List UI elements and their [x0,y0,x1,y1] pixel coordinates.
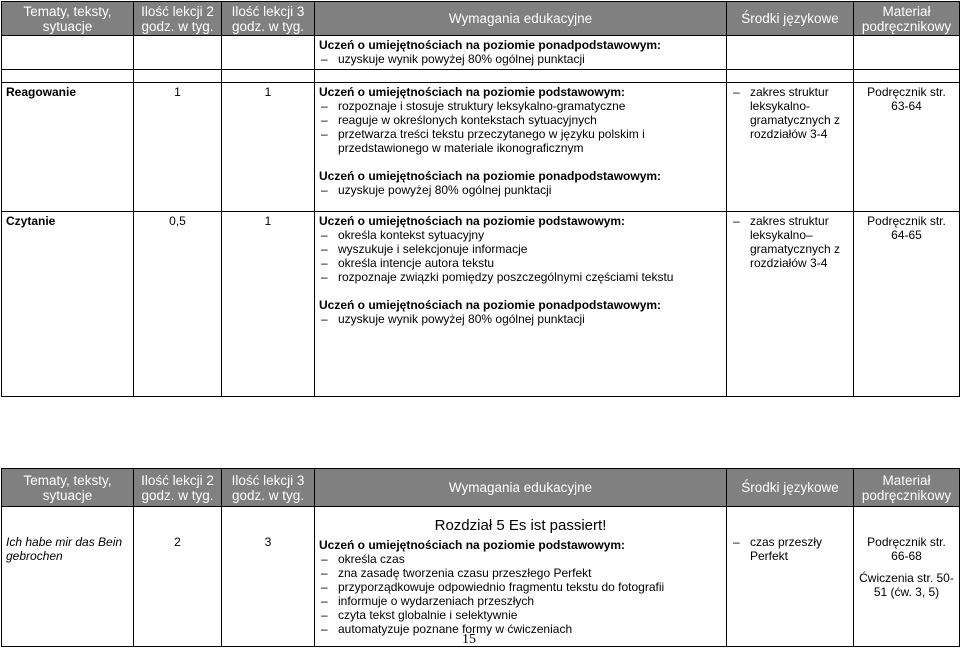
list-item: – określa czas [319,552,722,566]
hours-2-cell: 0,5 [134,212,222,397]
level-heading: Uczeń o umiejętnościach na poziomie ponadpodstawowym: [319,169,662,183]
requirements-list [319,99,722,155]
level-heading: Uczeń o umiejętnościach na poziomie podstawowym: [319,538,626,552]
list-item: – wyszukuje i selekcjonuje informacje [319,242,722,256]
list-item: – czas przeszły Perfekt [731,535,849,563]
material-cell: Podręcznik str. 63-64 [854,83,960,212]
header-language: Środki językowe [727,469,854,507]
requirements-cell [315,83,727,212]
list-item: – zakres struktur leksykalno-gramatycznych z rozdziałów 3-4 [731,85,849,141]
material-workbook: Ćwiczenia str. 50-51 (ćw. 3, 5) [859,571,954,599]
header-language: Środki językowe [727,2,854,36]
header-hours-2: Ilość lekcji 2 godz. w tyg. [134,2,222,36]
list-item: – zakres struktur leksykalno– gramatycznych z rozdziałów 3-4 [731,214,849,270]
requirements-cell [315,212,727,397]
curriculum-table-1 [1,1,960,397]
material-textbook: Podręcznik str. 66-68 [867,535,946,563]
requirements-cell [315,36,727,70]
list-item: – informuje o wydarzeniach przeszłych [319,594,722,608]
requirements-list [319,183,722,197]
list-item: – przetwarza treści tekstu przeczytanego w języku polskim i przedstawionego w materiale ikonograficznym [319,127,722,155]
header-hours-3: Ilość lekcji 3 godz. w tyg. [222,469,315,507]
header-topics: Tematy, teksty, sytuacje [2,2,134,36]
table-header-row [2,469,960,507]
header-hours-2: Ilość lekcji 2 godz. w tyg. [134,469,222,507]
requirements-list [319,312,722,326]
list-item: – czyta tekst globalnie i selektywnie [319,608,722,622]
language-cell [727,212,854,397]
header-requirements: Wymagania edukacyjne [315,469,727,507]
header-requirements: Wymagania edukacyjne [315,2,727,36]
list-item: – uzyskuje powyżej 80% ogólnej punktacji [319,183,722,197]
table-row [2,83,960,212]
list-item: – określa kontekst sytuacyjny [319,228,722,242]
hours-2-cell: 1 [134,83,222,212]
list-item: – przyporządkowuje odpowiednio fragmentu tekstu do fotografii [319,580,722,594]
list-item: – zna zasadę tworzenia czasu przeszłego Perfekt [319,566,722,580]
material-cell: Podręcznik str. 64-65 [854,212,960,397]
topic-cell: Ich habe mir das Bein gebrochen [2,507,134,647]
list-item: – uzyskuje wynik powyżej 80% ogólnej punktacji [319,312,722,326]
table-row [2,36,960,70]
material-cell [854,507,960,647]
list-item: – reaguje w określonych kontekstach sytuacyjnych [319,113,722,127]
language-cell [727,507,854,647]
hours-2-cell: 2 [134,507,222,647]
header-material: Materiał podręcznikowy [854,469,960,507]
table-row [2,212,960,397]
topic-cell: Reagowanie [2,83,134,212]
hours-3-cell: 3 [222,507,315,647]
chapter-title: Rozdział 5 Es ist passiert! [434,517,607,534]
page-number: 15 [462,632,476,647]
requirements-list [319,552,722,636]
header-hours-3: Ilość lekcji 3 godz. w tyg. [222,2,315,36]
topic-cell: Czytanie [2,212,134,397]
level-heading: Uczeń o umiejętnościach na poziomie ponadpodstawowym: [319,298,662,312]
hours-3-cell: 1 [222,83,315,212]
list-item: – uzyskuje wynik powyżej 80% ogólnej punktacji [319,52,722,66]
list-item: – określa intencje autora tekstu [319,256,722,270]
header-topics: Tematy, teksty, sytuacje [2,469,134,507]
level-heading: Uczeń o umiejętnościach na poziomie podstawowym: [319,85,626,99]
header-material: Materiał podręcznikowy [854,2,960,36]
level-heading: Uczeń o umiejętnościach na poziomie ponadpodstawowym: [319,38,662,52]
requirements-list [319,228,722,284]
curriculum-table-2 [1,468,960,647]
table-row [2,507,960,647]
table-header-row [2,2,960,36]
requirements-list [319,52,722,66]
hours-3-cell: 1 [222,212,315,397]
language-cell [727,83,854,212]
requirements-cell [315,507,727,647]
level-heading: Uczeń o umiejętnościach na poziomie podstawowym: [319,214,626,228]
list-item: – rozpoznaje i stosuje struktury leksykalno-gramatyczne [319,99,722,113]
list-item: – rozpoznaje związki pomiędzy poszczególnymi częściami tekstu [319,270,722,284]
list-item: – automatyzuje poznane formy w ćwiczeniach [319,622,722,636]
